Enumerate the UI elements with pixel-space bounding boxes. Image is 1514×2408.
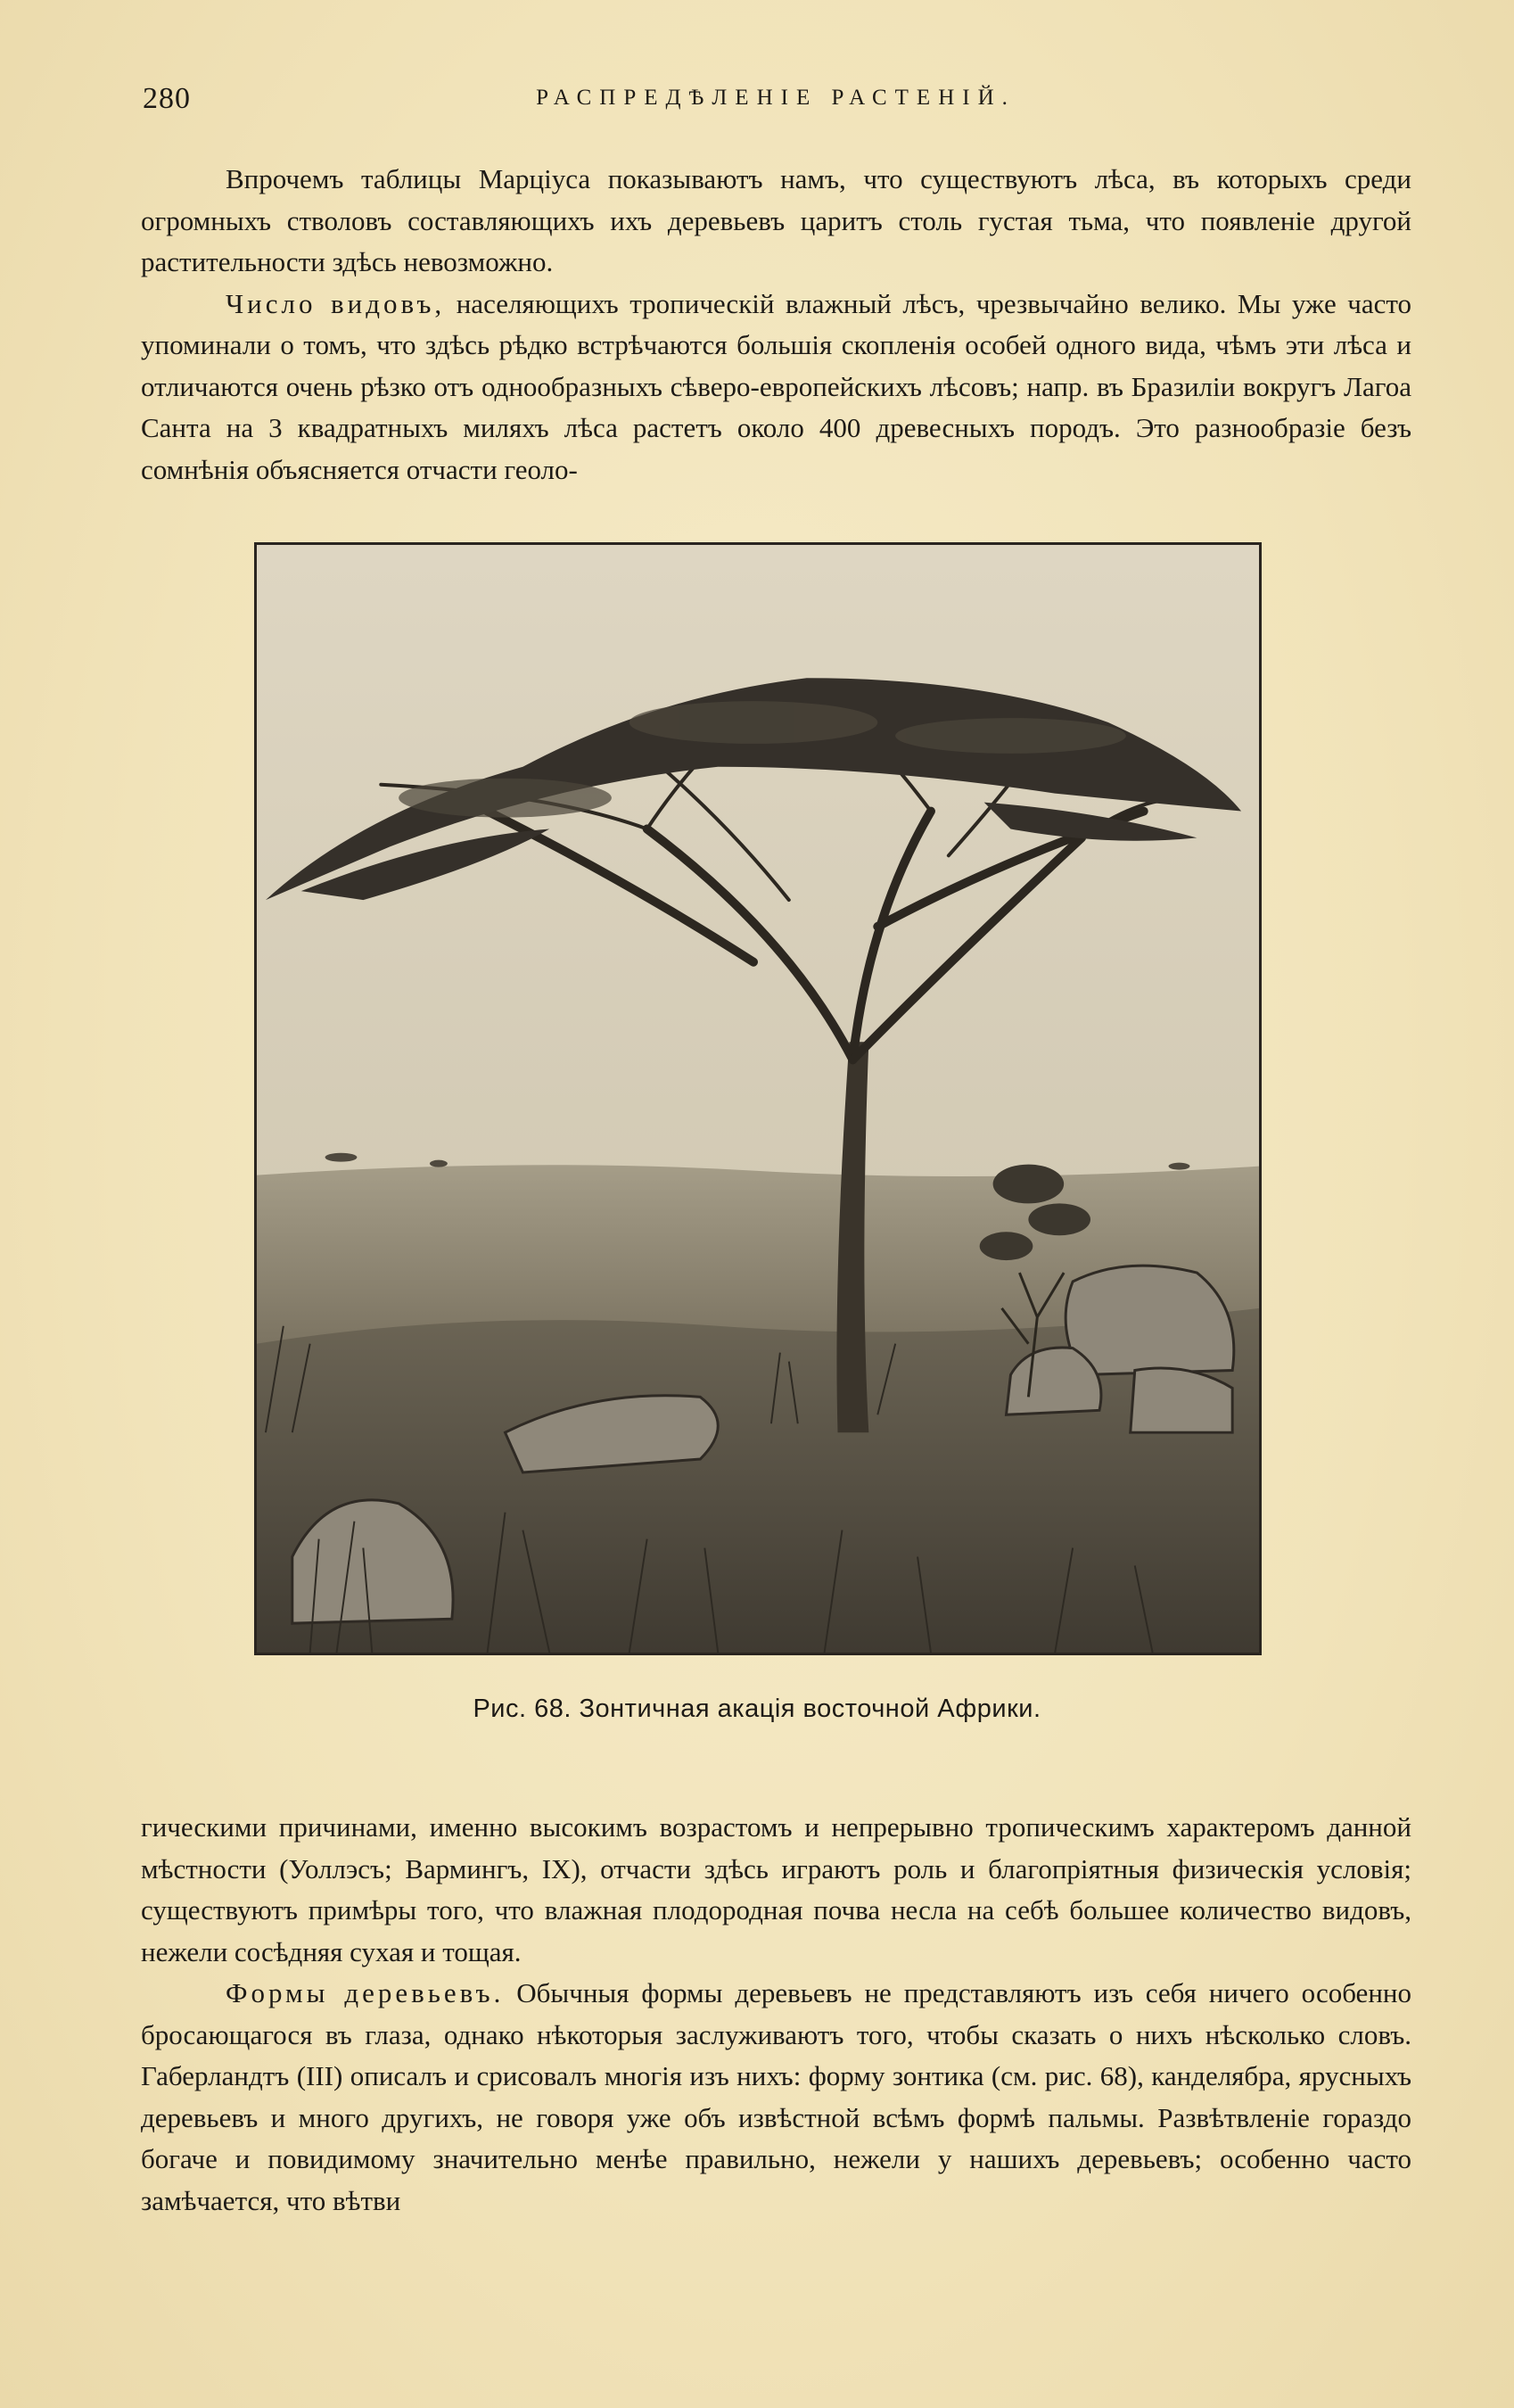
paragraph-text: Впрочемъ таблицы Марціуса показываютъ намъ, что существуютъ лѣса, въ которыхъ среди огромныхъ стволовъ составляющихъ ихъ деревьевъ царитъ столь густая тьма, что появленіе другой растительности здѣсь невозможно.	[141, 163, 1411, 277]
figure-illustration	[254, 542, 1262, 1655]
paragraph-text: Обычныя формы деревьевъ не представляютъ изъ себя ничего особенно бросающагося въ глаза, однако нѣкоторыя заслуживаютъ того, чтобы сказать о нихъ нѣсколько словъ. Габерландтъ (III) описалъ и срисовалъ многія изъ нихъ: форму зонтика (см. рис. 68), канделябра, ярусныхъ деревьевъ и много другихъ, не говоря уже объ извѣстной всѣмъ формѣ пальмы. Развѣтвленіе гораздо богаче и повидимому значительно менѣе правильно, нежели у нашихъ деревьевъ; особенно часто замѣчается, что вѣтви	[141, 1977, 1412, 2216]
acacia-illustration	[257, 545, 1259, 1653]
paragraph	[141, 1973, 1411, 2222]
page-header	[143, 82, 1409, 127]
paragraph	[141, 159, 1411, 284]
paragraph-lead: Число видовъ,	[226, 287, 446, 319]
running-title: РАСПРЕДѢЛЕНІЕ РАСТЕНІЙ.	[536, 86, 1016, 110]
paragraph-text: населяющихъ тропическій влажный лѣсъ, чрезвычайно велико. Мы уже часто упоминали о томъ, что здѣсь рѣдко встрѣчаются большія скопленія особей одного вида, чѣмъ эти лѣса и отличаются очень рѣзко отъ однообразныхъ сѣверо-европейскихъ лѣсовъ; напр. въ Бразиліи вокругъ Лагоа Санта на 3 квадратныхъ миляхъ лѣса растетъ около 400 древесныхъ породъ. Это разнообразіе безъ сомнѣнія объясняется отчасти геоло-	[141, 287, 1411, 485]
paragraph-lead: Формы деревьевъ.	[226, 1977, 505, 2008]
paragraph	[141, 284, 1411, 491]
paragraph-text: гическими причинами, именно высокимъ возрастомъ и непрерывно тропическимъ характеромъ данной мѣстности (Уоллэсъ; Вармингъ, IX), отчасти здѣсь играютъ роль и благопріятныя физическія условія; существуютъ примѣры того, что влажная плодородная почва несла на себѣ большее количество видовъ, нежели сосѣдняя сухая и тощая.	[141, 1811, 1411, 1967]
paragraph	[141, 1807, 1411, 1973]
text-block-top	[141, 159, 1411, 491]
text-block-bottom	[141, 1807, 1411, 2222]
page-number: 280	[143, 82, 191, 115]
figure-caption: Рис. 68. Зонтичная акація восточной Африки.	[473, 1695, 1041, 1723]
